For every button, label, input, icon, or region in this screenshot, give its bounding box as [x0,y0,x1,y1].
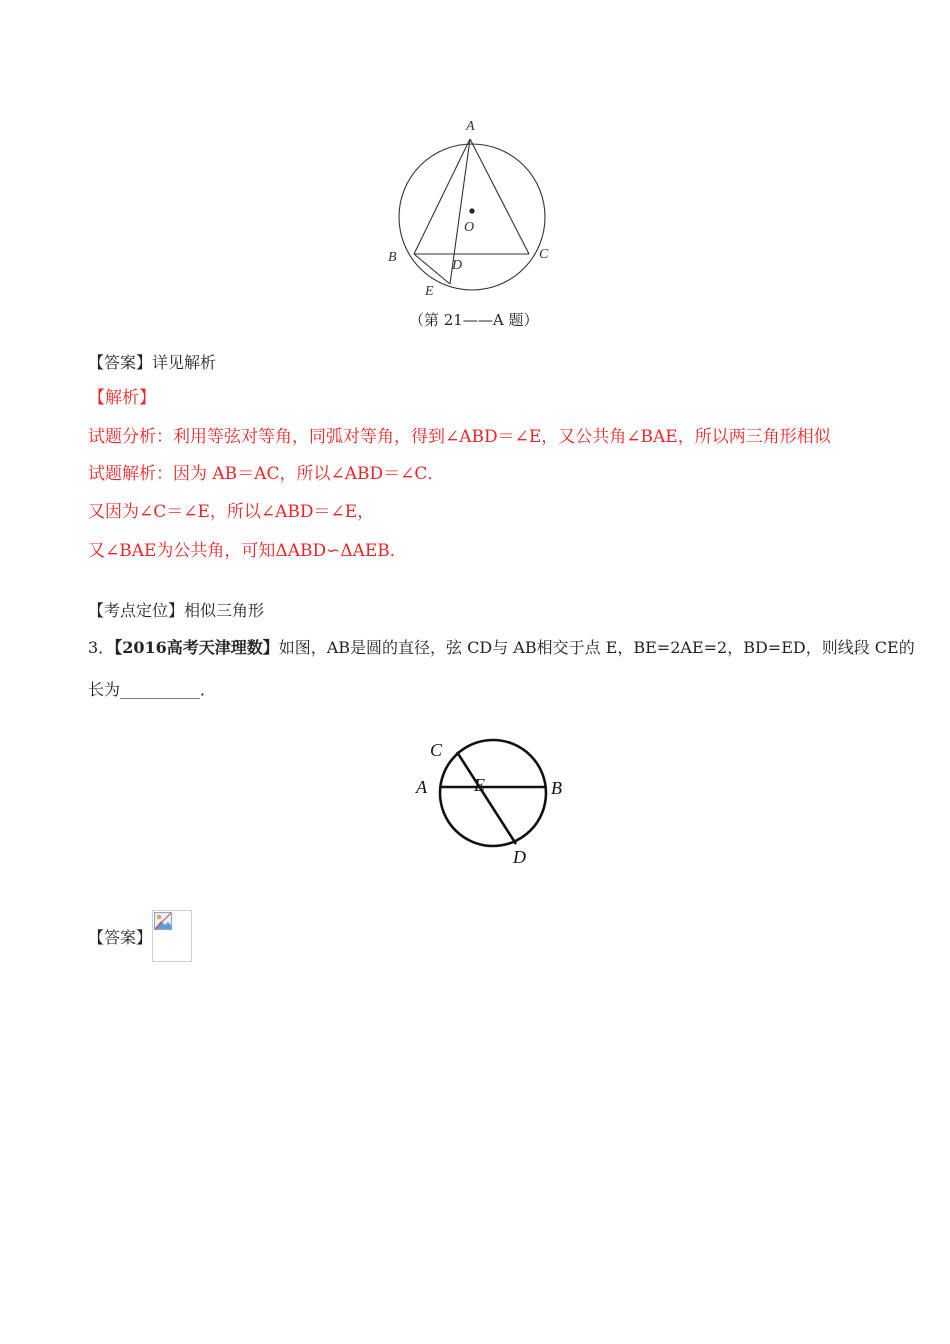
analysis-line3: 又因为∠C＝∠E，所以∠ABD＝∠E， [88,502,375,522]
segment-ac [470,139,529,254]
label-c: C [539,247,549,262]
problem3-source: 【2016高考天津理数】 [114,638,279,657]
figure1-caption: （第 21——A 题） [409,311,539,329]
label-o: O [464,220,475,235]
label-d: D [452,258,463,273]
analysis-line4: 又∠BAE为公共角，可知ΔABD∽ΔAEB． [88,541,407,561]
answer3-tag: 【答案】 [88,928,153,947]
segment-be [414,254,450,284]
analysis-line2: 试题解析：因为 AB＝AC，所以∠ABD＝∠C． [88,464,445,484]
kaodian-text: 相似三角形 [184,601,265,620]
label-e: E [425,284,434,299]
center-dot [469,208,474,213]
circle-outline [440,740,546,846]
label-d: D [513,847,526,867]
broken-image-icon [154,912,172,930]
broken-image-placeholder [152,910,192,962]
label-c: C [430,740,443,760]
problem3-line [88,638,915,658]
answer1-tag: 【答案】 [88,353,153,372]
chord-cd [457,752,516,844]
figure-diameter-chord [410,734,570,869]
figure-triangle-circle [380,112,560,307]
label-a: A [466,119,475,134]
analysis-tag: 【解析】 [88,388,156,408]
circle-outline [399,144,545,290]
label-b: B [388,250,397,265]
label-e: E [474,775,485,795]
kaodian-line [88,601,264,621]
answer1-line [88,353,216,373]
answer1-text: 详见解析 [152,353,217,372]
label-a: A [416,777,427,797]
kaodian-tag: 【考点定位】 [88,601,185,620]
problem3-line2: 长为__________． [88,680,217,699]
label-b: B [551,778,562,798]
problem3-text: 如图，AB是圆的直径，弦 CD与 AB相交于点 E，BE=2AE=2，BD=ED，则线段 CE的 [278,638,915,657]
analysis-line1: 试题分析：利用等弦对等角，同弧对等角，得到∠ABD＝∠E，又公共角∠BAE，所以两三角形相似 [88,427,831,447]
problem3-number: 3． [88,638,115,657]
